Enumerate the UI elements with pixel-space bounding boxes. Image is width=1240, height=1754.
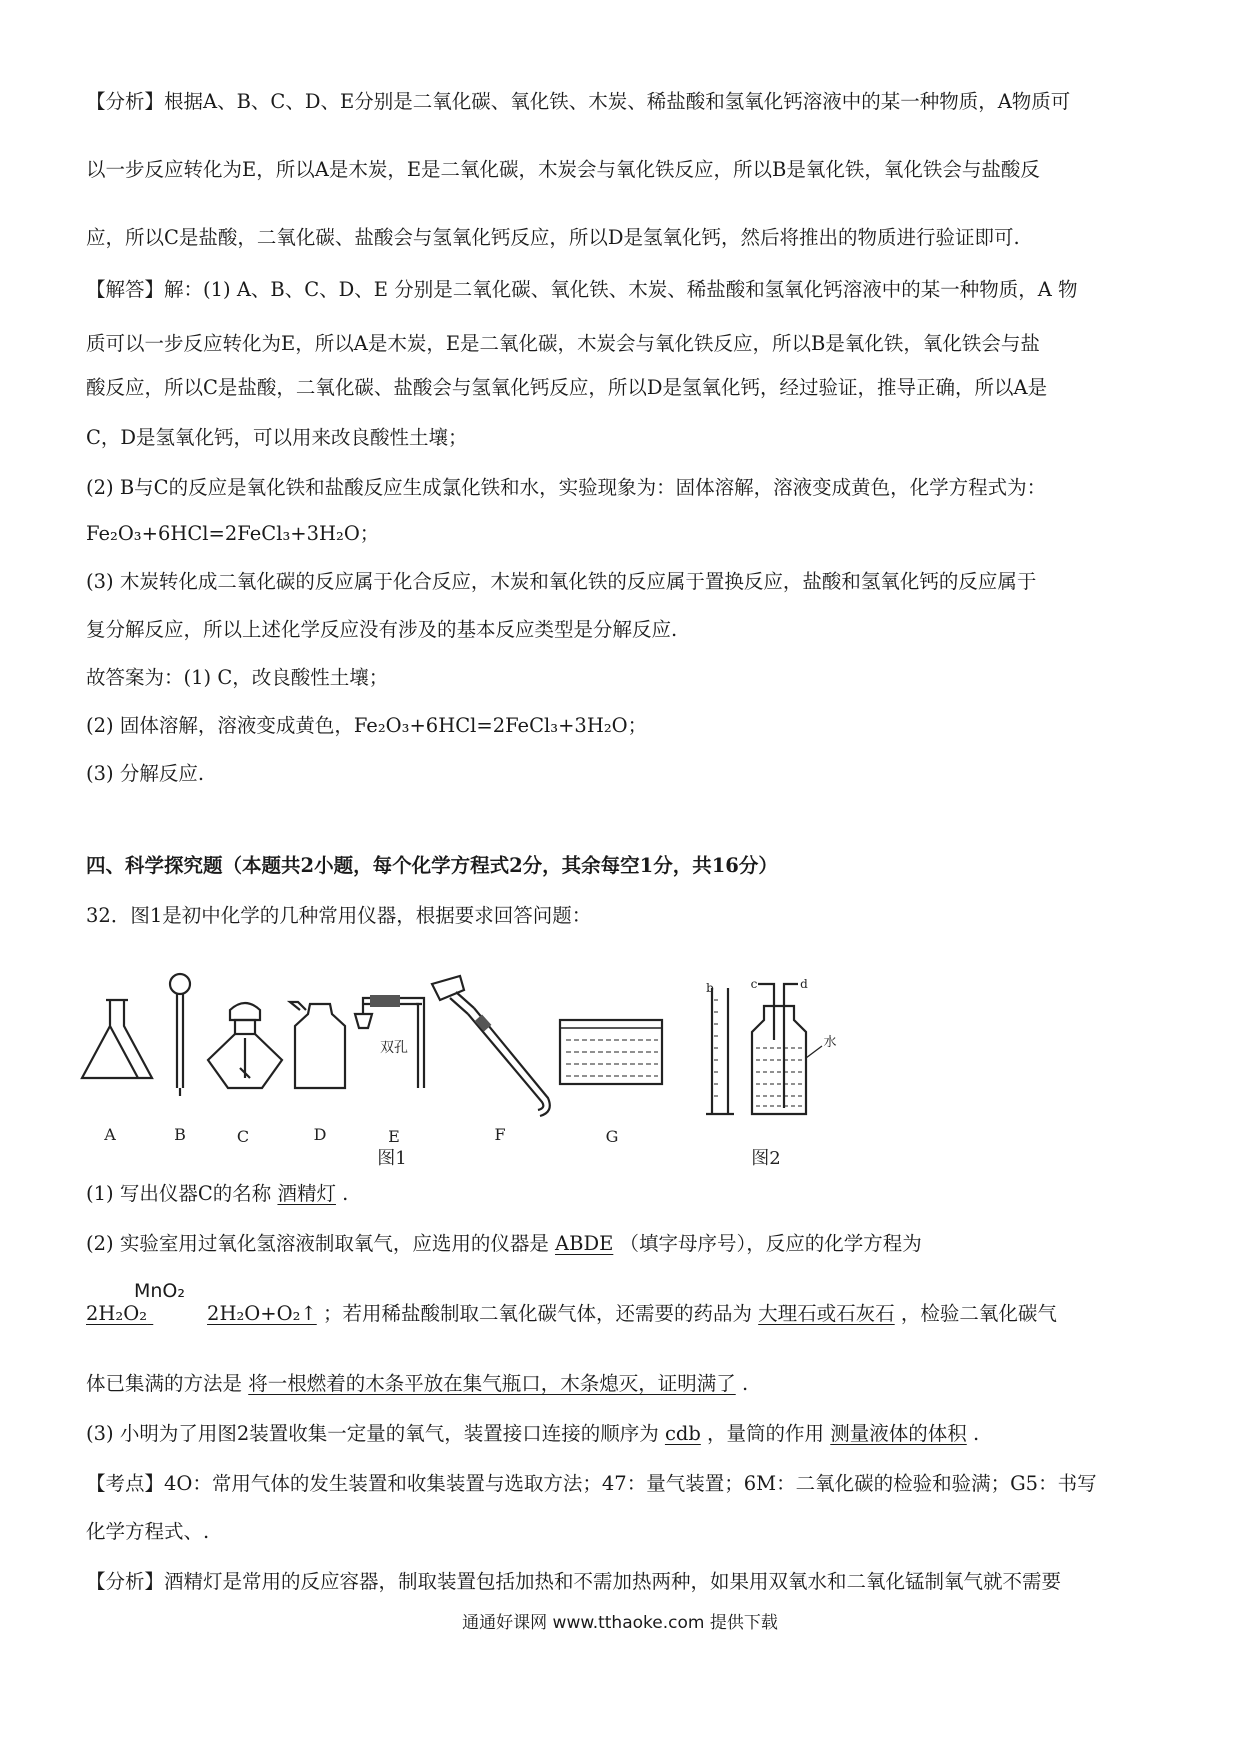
question-3: (3) 小明为了用图2装置收集一定量的氧气，装置接口连接的顺序为 cdb ，量筒的作用 测量液体的体积 . [86,1422,980,1445]
answer-blank: cdb [664,1422,701,1445]
question-32: 32．图1是初中化学的几种常用仪器，根据要求回答问题： [86,904,592,927]
text-line: 故答案为：(1) C，改良酸性土壤； [86,666,389,689]
answer-blank: 测量液体的体积 [830,1422,967,1445]
label-g: G [605,1127,619,1146]
label-d: D [313,1125,327,1144]
text-line: 以一步反应转化为E，所以A是木炭，E是二氧化碳，木炭会与氧化铁反应，所以B是氧化铁，氧化铁会与盐酸反 [86,158,1040,181]
port-b-label: b [706,981,714,995]
page-footer: 通通好课网 www.tthaoke.com 提供下载 [462,1613,778,1633]
reaction-arrow [147,1304,207,1324]
figure-2-caption: 图2 [751,1148,781,1168]
answer-blank: ABDE [555,1232,614,1255]
kaodian-line: 【考点】4O：常用气体的发生装置和收集装置与选取方法；47：量气装置；6M：二氧化碳的检验和验满；G5：书写 [86,1472,1097,1495]
equation-left: 2H₂O₂ [86,1302,148,1325]
long-neck-funnel-icon [432,976,550,1116]
water-label: 水 [823,1035,837,1050]
gas-collection-bottle-icon [752,984,822,1114]
question-2: (2) 实验室用过氧化氢溶液制取氧气，应选用的仪器是 ABDE （填字母序号），反应的化学方程为 [86,1232,922,1255]
text-line: 复分解反应，所以上述化学反应没有涉及的基本反应类型是分解反应. [86,618,678,641]
text-line: (3) 分解反应. [86,762,205,785]
question-1: (1) 写出仪器C的名称 酒精灯 . [86,1182,349,1205]
answer-blank: 大理石或石灰石 [758,1302,895,1325]
text-line: 应，所以C是盐酸，二氧化碳、盐酸会与氢氧化钙反应，所以D是氢氧化钙，然后将推出的物质进行验证即可. [86,226,1020,249]
alcohol-lamp-icon [208,1003,282,1088]
text-line: C，D是氢氧化钙，可以用来改良酸性土壤； [86,426,468,449]
kaodian-line: 化学方程式、. [86,1520,210,1543]
answer-blank: 酒精灯 [277,1182,336,1205]
text-line: 质可以一步反应转化为E，所以A是木炭，E是二氧化碳，木炭会与氧化铁反应，所以B是氧化铁，氧化铁会与盐 [86,332,1040,355]
text-line: 【分析】根据A、B、C、D、E分别是二氧化碳、氧化铁、木炭、稀盐酸和氢氧化钙溶液中的某一种物质，A物质可 [86,90,1071,113]
label-shuangkong: 双孔 [380,1040,408,1056]
label-a: A [104,1125,116,1144]
equation-line: 2H₂O₂ 2H₂O+O₂↑ ；若用稀盐酸制取二氧化碳气体，还需要的药品为 大理石或石灰石 ，检验二氧化碳气 [86,1302,1057,1325]
equation-right: 2H₂O+O₂↑ [207,1302,317,1325]
port-d-label: d [800,977,808,991]
reagent-bottle-icon [290,1002,345,1088]
conical-flask-icon [82,1000,152,1078]
label-c: C [236,1127,250,1146]
graduated-cylinder-icon [706,988,734,1114]
answer-blank: 将一根燃着的木条平放在集气瓶口，木条熄灭，证明满了 [248,1372,736,1395]
dropper-icon [170,974,190,1096]
equation-line: Fe₂O₃+6HCl=2FeCl₃+3H₂O； [86,522,380,545]
text-line: (2) B与C的反应是氧化铁和盐酸反应生成氯化铁和水，实验现象为：固体溶解，溶液变成黄色，化学方程式为： [86,476,1047,499]
text-line: 【解答】解：(1) A、B、C、D、E 分别是二氧化碳、氧化铁、木炭、稀盐酸和氢氧化钙溶液中的某一种物质，A 物 [86,278,1078,301]
text-line: (3) 木炭转化成二氧化碳的反应属于化合反应，木炭和氧化铁的反应属于置换反应，盐酸和氢氧化钙的反应属于 [86,570,1037,593]
text-line: 酸反应，所以C是盐酸，二氧化碳、盐酸会与氢氧化钙反应，所以D是氢氧化钙，经过验证，推导正确，所以A是 [86,376,1048,399]
catalyst-label: MnO₂ [134,1280,186,1302]
label-b: B [174,1125,186,1144]
figure-1-caption: 图1 [377,1148,407,1168]
label-e: E [388,1127,400,1146]
port-c-label: c [750,977,758,991]
label-f: F [494,1125,506,1144]
text-line: (2) 固体溶解，溶液变成黄色，Fe₂O₃+6HCl=2FeCl₃+3H₂O； [86,714,648,737]
apparatus-figure [70,948,930,1168]
analysis-line: 【分析】酒精灯是常用的反应容器，制取装置包括加热和不需加热两种，如果用双氧水和二氧化锰制氧气就不需要 [86,1570,1062,1593]
text-line: 体已集满的方法是 将一根燃着的木条平放在集气瓶口，木条熄灭，证明满了 . [86,1372,749,1395]
section-title: 四、科学探究题（本题共2小题，每个化学方程式2分，其余每空1分，共16分） [86,854,778,877]
water-trough-icon [560,1020,662,1084]
